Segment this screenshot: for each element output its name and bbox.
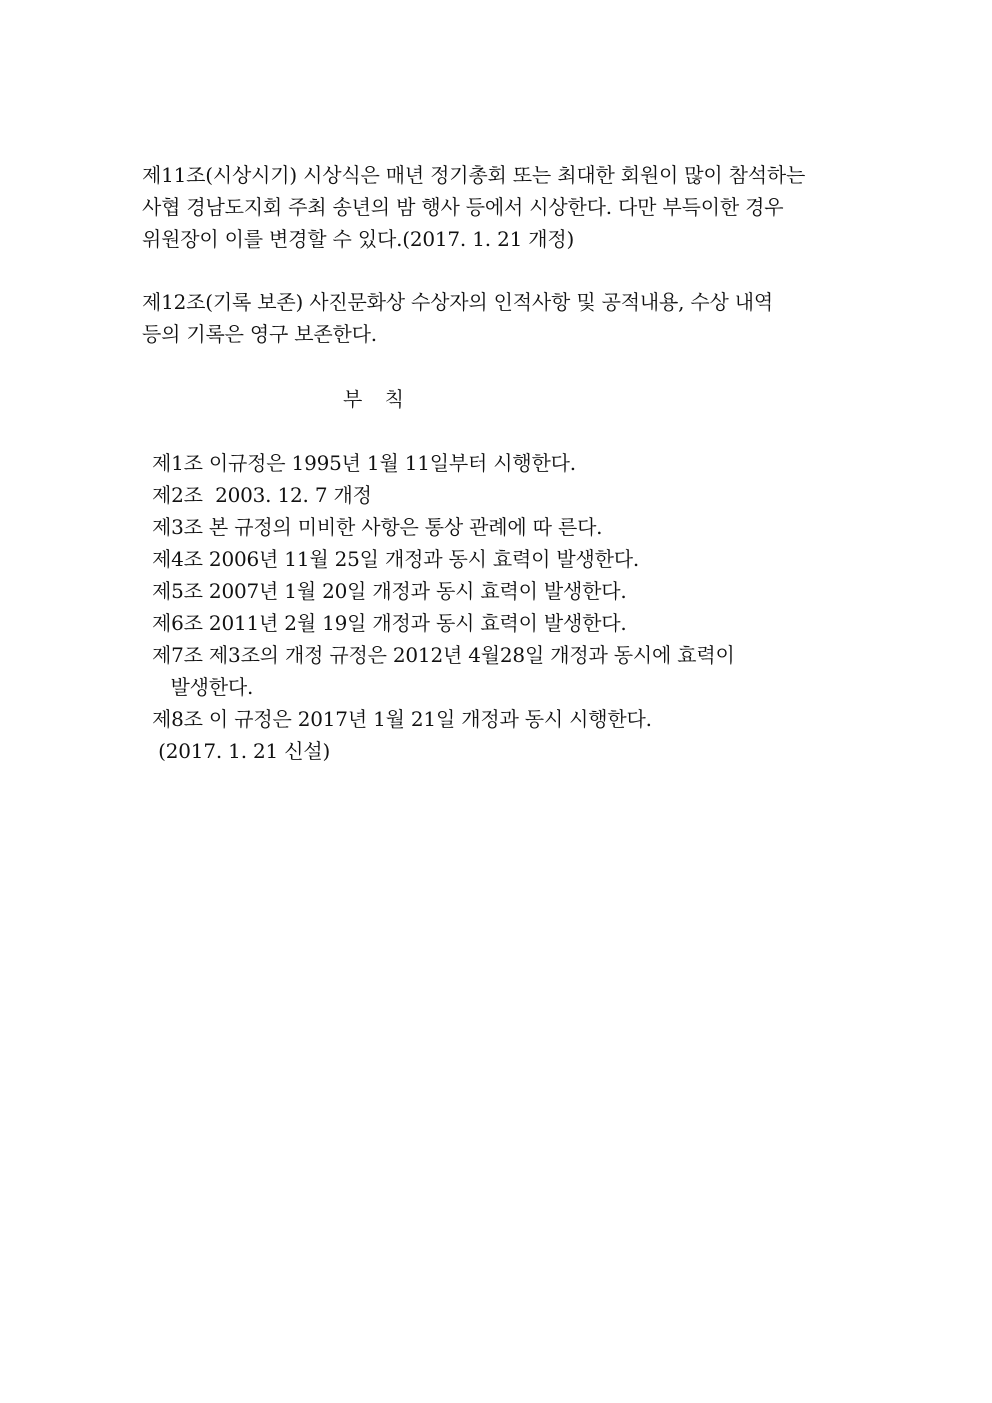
appendix-line: 제1조 이규정은 1995년 1월 11일부터 시행한다. [152,451,576,475]
appendix-line: 제3조 본 규정의 미비한 사항은 통상 관례에 따 른다. [152,515,603,539]
article-12-line: 제12조(기록 보존) 사진문화상 수상자의 인적사항 및 공적내용, 수상 내역 [142,290,774,314]
appendix-line: 발생한다. [152,675,254,699]
appendix-line: 제2조 2003. 12. 7 개정 [152,483,372,507]
appendix-line: 제5조 2007년 1월 20일 개정과 동시 효력이 발생한다. [152,579,627,603]
appendix-line: 제4조 2006년 11월 25일 개정과 동시 효력이 발생한다. [152,547,640,571]
article-11-line: 사협 경남도지회 주최 송년의 밤 행사 등에서 시상한다. 다만 부득이한 경우 [142,195,784,219]
article-12-line: 등의 기록은 영구 보존한다. [142,322,377,346]
article-11-line: 위원장이 이를 변경할 수 있다.(2017. 1. 21 개정) [142,227,575,251]
appendix-line: (2017. 1. 21 신설) [152,739,331,763]
appendix-line: 제6조 2011년 2월 19일 개정과 동시 효력이 발생한다. [152,611,627,635]
appendix-title: 부 칙 [343,387,412,411]
article-11 [142,159,852,255]
appendix-line: 제7조 제3조의 개정 규정은 2012년 4월28일 개정과 동시에 효력이 [152,643,735,667]
article-12 [142,286,852,350]
article-11-line: 제11조(시상시기) 시상식은 매년 정기총회 또는 최대한 회원이 많이 참석하는 [142,163,806,187]
appendix-list [152,447,852,767]
appendix-line: 제8조 이 규정은 2017년 1월 21일 개정과 동시 시행한다. [152,707,652,731]
